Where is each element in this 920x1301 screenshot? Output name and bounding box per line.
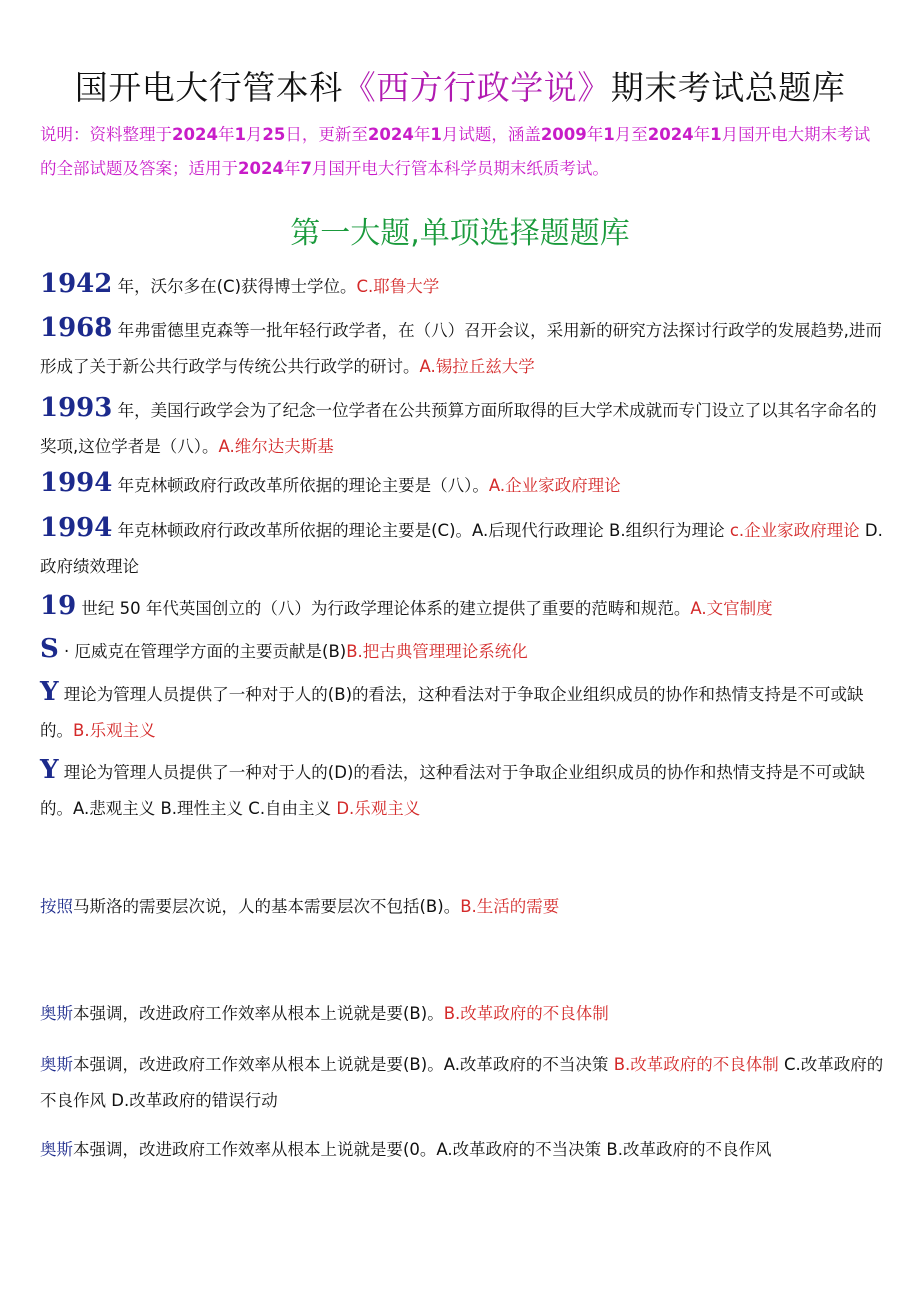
note-text: 年 xyxy=(413,125,431,144)
question-item xyxy=(40,1132,885,1168)
question-lead: 1968 xyxy=(40,313,113,343)
note-day: 25 xyxy=(262,125,286,144)
section-title: 第一大题,单项选择题题库 xyxy=(290,216,630,251)
question-answer: B.改革政府的不良体制 xyxy=(443,1004,609,1023)
question-text-tail: D.政府绩效理论 xyxy=(40,521,883,576)
question-item xyxy=(40,465,885,504)
note-month: 1 xyxy=(430,125,442,144)
question-answer: A.企业家政府理论 xyxy=(488,476,621,495)
note-text: 月国开电大期末考试的全部试题及答案；适用于 xyxy=(40,125,871,178)
page-title xyxy=(0,62,920,109)
question-item xyxy=(40,752,885,827)
note-text: 年 xyxy=(693,125,711,144)
question-lead: 奥斯 xyxy=(40,1055,73,1074)
note-text: 月国开电大行管本科学员期末纸质考试。 xyxy=(311,159,609,178)
question-item xyxy=(40,1047,885,1119)
note-month: 1 xyxy=(603,125,615,144)
question-text: 世纪 50 年代英国创立的（八）为行政学理论体系的建立提供了重要的范畴和规范。 xyxy=(76,599,691,618)
question-text-tail: C.改革政府的不良作风 D.改革政府的错误行动 xyxy=(40,1055,884,1110)
question-item xyxy=(40,510,885,585)
question-text: 年，美国行政学会为了纪念一位学者在公共预算方面所取得的巨大学术成就而专门设立了以其名字命名的奖项,这位学者是（八）。 xyxy=(40,401,877,456)
note-month: 1 xyxy=(234,125,246,144)
question-text: 年弗雷德里克森等一批年轻行政学者，在（八）召开会议，采用新的研究方法探讨行政学的发展趋势,进而形成了关于新公共行政学与传统公共行政学的研讨。 xyxy=(40,321,882,376)
question-answer: c.企业家政府理论 xyxy=(729,521,860,540)
question-text: 理论为管理人员提供了一种对于人的(B)的看法，这种看法对于争取企业组织成员的协作和热情支持是不可或缺的。 xyxy=(40,685,864,740)
note-year: 2024 xyxy=(238,159,284,178)
title-left: 国开电大行管本科 xyxy=(74,68,343,107)
question-lead: 1994 xyxy=(40,468,113,498)
question-text: 年，沃尔多在(C)获得博士学位。 xyxy=(112,277,357,296)
note-text: 年 xyxy=(586,125,604,144)
question-item xyxy=(40,674,885,749)
question-item xyxy=(40,588,885,627)
question-lead: 1993 xyxy=(40,393,113,423)
question-lead: 奥斯 xyxy=(40,1140,73,1159)
question-answer: B.改革政府的不良体制 xyxy=(613,1055,779,1074)
question-lead: Y xyxy=(40,755,59,785)
question-lead: S xyxy=(40,634,59,664)
description-note xyxy=(40,118,885,186)
note-year: 2009 xyxy=(540,125,587,144)
question-lead: Y xyxy=(40,677,59,707)
question-answer: B.乐观主义 xyxy=(73,721,156,740)
note-month: 7 xyxy=(300,159,312,178)
question-item xyxy=(40,631,885,670)
note-month: 1 xyxy=(710,125,722,144)
note-year: 2024 xyxy=(172,125,218,144)
question-lead: 1994 xyxy=(40,513,113,543)
note-text: 年 xyxy=(283,159,301,178)
question-lead: 1942 xyxy=(40,269,113,299)
question-item xyxy=(40,266,885,305)
question-lead: 19 xyxy=(40,591,77,621)
question-answer: C.耶鲁大学 xyxy=(356,277,440,296)
title-course: 《西方行政学说》 xyxy=(342,68,611,107)
question-text: 本强调，改进政府工作效率从根本上说就是要(B)。 xyxy=(73,1004,444,1023)
note-text: 月 xyxy=(245,125,263,144)
question-text: 理论为管理人员提供了一种对于人的(D)的看法，这种看法对于争取企业组织成员的协作和热情支持是不可或缺的。A.悲观主义 B.理性主义 C.自由主义 xyxy=(40,763,865,818)
question-answer: B.生活的需要 xyxy=(460,897,560,916)
question-text: 本强调，改进政府工作效率从根本上说就是要(0。A.改革政府的不当决策 B.改革政府的不良作风 xyxy=(73,1140,772,1159)
question-text: 本强调，改进政府工作效率从根本上说就是要(B)。A.改革政府的不当决策 xyxy=(73,1055,614,1074)
question-text: 马斯洛的需要层次说，人的基本需要层次不包括(B)。 xyxy=(73,897,461,916)
question-text: 年克林顿政府行政改革所依据的理论主要是（八）。 xyxy=(112,476,489,495)
note-year: 2024 xyxy=(647,125,694,144)
note-text: 说明：资料整理于 xyxy=(40,125,172,144)
question-answer: A.文官制度 xyxy=(690,599,773,618)
note-year: 2024 xyxy=(367,125,414,144)
note-text: 日，更新至 xyxy=(285,125,368,144)
question-lead: 按照 xyxy=(40,897,73,916)
question-text: 年克林顿政府行政改革所依据的理论主要是(C)。A.后现代行政理论 B.组织行为理论 xyxy=(112,521,730,540)
question-item xyxy=(40,310,885,385)
question-answer: A.维尔达夫斯基 xyxy=(218,437,334,456)
question-answer: B.把古典管理理论系统化 xyxy=(346,642,528,661)
question-text: · 厄威克在管理学方面的主要贡献是(B) xyxy=(58,642,347,661)
note-text: 月试题，涵盖 xyxy=(441,125,541,144)
question-item xyxy=(40,996,885,1032)
question-answer: D.乐观主义 xyxy=(336,799,421,818)
question-lead: 奥斯 xyxy=(40,1004,73,1023)
note-text: 月至 xyxy=(614,125,648,144)
note-text: 年 xyxy=(217,125,235,144)
question-item xyxy=(40,390,885,465)
title-right: 期末考试总题库 xyxy=(610,68,846,107)
question-item xyxy=(40,889,885,925)
question-answer: A.锡拉丘兹大学 xyxy=(419,357,535,376)
